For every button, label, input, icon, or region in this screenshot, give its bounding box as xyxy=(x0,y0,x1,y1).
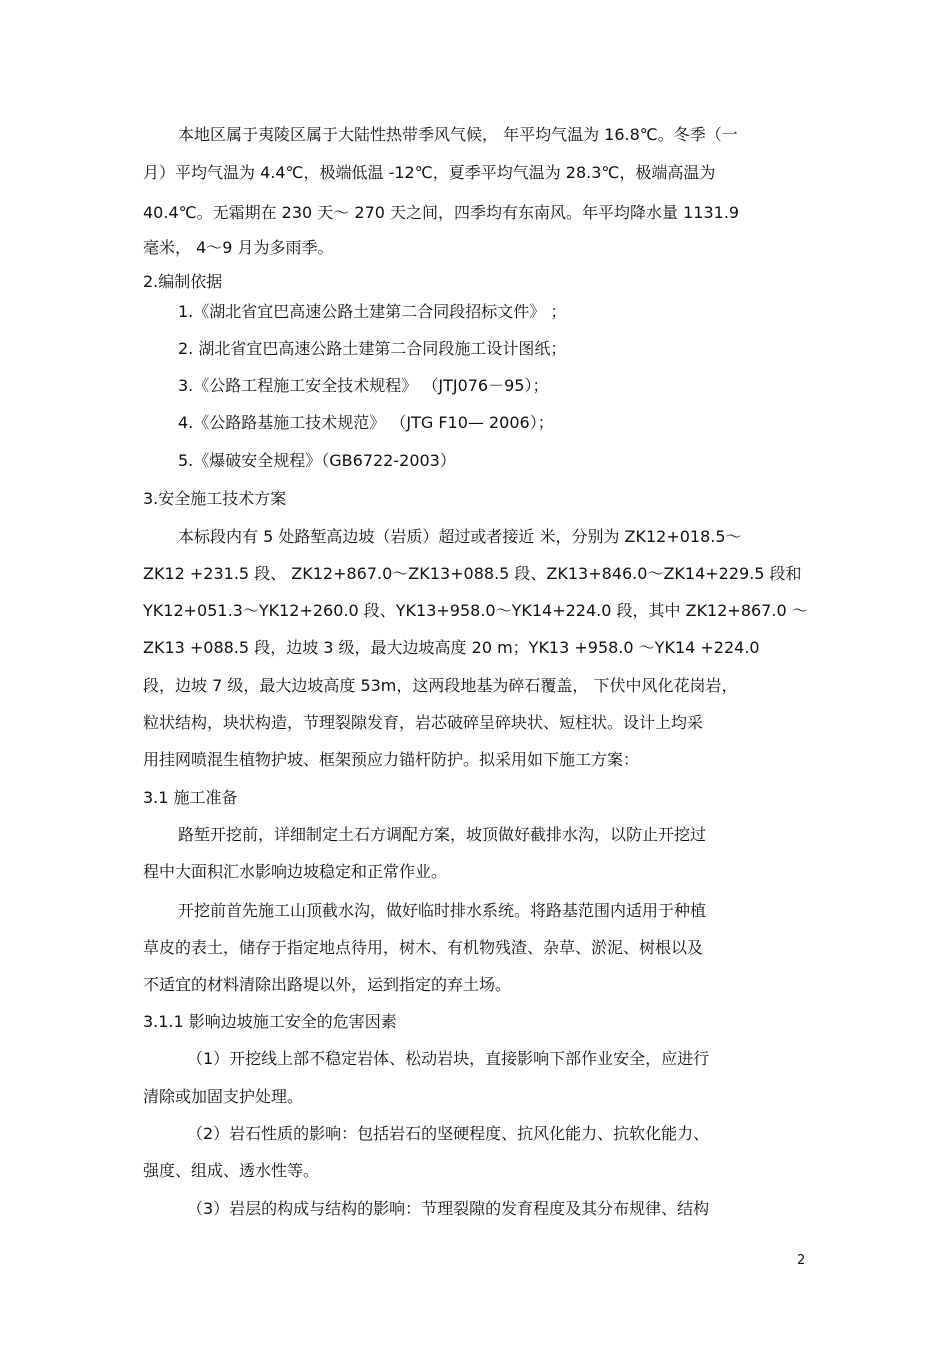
basis-item-1: 1.《湖北省宜巴高速公路土建第二合同段招标文件》 ； xyxy=(178,302,567,321)
paragraph-climate-line-4: 毫米， 4～9 月为多雨季。 xyxy=(143,238,334,257)
basis-item-3: 3.《公路工程施工安全技术规程》 （JTJ076－95）； xyxy=(178,376,549,395)
heading-safety-plan: 3.安全施工技术方案 xyxy=(143,489,287,508)
paragraph-climate-line-1: 本地区属于夷陵区属于大陆性热带季风气候， 年平均气温为 16.8℃。冬季（一 xyxy=(178,125,738,144)
basis-item-5: 5.《爆破安全规程》（GB6722-2003） xyxy=(178,451,456,470)
paragraph-slopes-line-5: 段，边坡 7 级，最大边坡高度 53m，这两段地基为碎石覆盖， 下伏中风化花岗岩， xyxy=(143,676,738,695)
paragraph-slopes-line-6: 粒状结构，块状构造，节理裂隙发育，岩芯破碎呈碎块状、短柱状。设计上均采 xyxy=(143,713,704,732)
paragraph-drainage-line-1: 开挖前首先施工山顶截水沟，做好临时排水系统。将路基范围内适用于种植 xyxy=(178,901,707,920)
paragraph-prep-line-1: 路堑开挖前，详细制定土石方调配方案，坡顶做好截排水沟，以防止开挖过 xyxy=(178,825,707,844)
hazard-1-line-1: （1）开挖线上部不稳定岩体、松动岩块，直接影响下部作业安全，应进行 xyxy=(187,1049,710,1068)
paragraph-slopes-line-2: ZK12 +231.5 段、 ZK12+867.0～ZK13+088.5 段、ZK13+846.0～ZK14+229.5 段和 xyxy=(143,564,802,583)
hazard-2-line-2: 强度、组成、透水性等。 xyxy=(143,1161,320,1180)
hazard-3-line-1: （3）岩层的构成与结构的影响：节理裂隙的发育程度及其分布规律、结构 xyxy=(187,1199,710,1218)
paragraph-climate-line-2: 月）平均气温为 4.4℃，极端低温 -12℃，夏季平均气温为 28.3℃，极端高温为 xyxy=(143,163,716,182)
heading-hazards: 3.1.1 影响边坡施工安全的危害因素 xyxy=(143,1012,397,1031)
paragraph-drainage-line-2: 草皮的表土，储存于指定地点待用，树木、有机物残渣、杂草、淤泥、树根以及 xyxy=(143,938,704,957)
heading-basis: 2.编制依据 xyxy=(143,272,223,291)
paragraph-slopes-line-7: 用挂网喷混生植物护坡、框架预应力锚杆防护。拟采用如下施工方案： xyxy=(143,750,640,769)
paragraph-climate-line-3: 40.4℃。无霜期在 230 天～ 270 天之间，四季均有东南风。年平均降水量 1131.9 xyxy=(143,203,740,222)
paragraph-slopes-line-4: ZK13 +088.5 段，边坡 3 级，最大边坡高度 20 m；YK13 +958.0 ～YK14 +224.0 xyxy=(143,638,760,657)
paragraph-slopes-line-1: 本标段内有 5 处路堑高边坡（岩质）超过或者接近 米，分别为 ZK12+018.5～ xyxy=(178,527,742,546)
paragraph-prep-line-2: 程中大面积汇水影响边坡稳定和正常作业。 xyxy=(143,862,448,881)
hazard-2-line-1: （2）岩石性质的影响：包括岩石的坚硬程度、抗风化能力、抗软化能力、 xyxy=(187,1124,710,1143)
paragraph-drainage-line-3: 不适宜的材料清除出路堤以外，运到指定的弃土场。 xyxy=(143,975,512,994)
heading-preparation: 3.1 施工准备 xyxy=(143,788,238,807)
basis-item-2: 2. 湖北省宜巴高速公路土建第二合同段施工设计图纸； xyxy=(178,339,567,358)
page-number: 2 xyxy=(797,1253,806,1268)
hazard-1-line-2: 清除或加固支护处理。 xyxy=(143,1087,304,1106)
basis-item-4: 4.《公路路基施工技术规范》 （JTG F10— 2006）； xyxy=(178,413,554,432)
paragraph-slopes-line-3: YK12+051.3～YK12+260.0 段、YK13+958.0～YK14+224.0 段，其中 ZK12+867.0 ～ xyxy=(143,601,808,620)
